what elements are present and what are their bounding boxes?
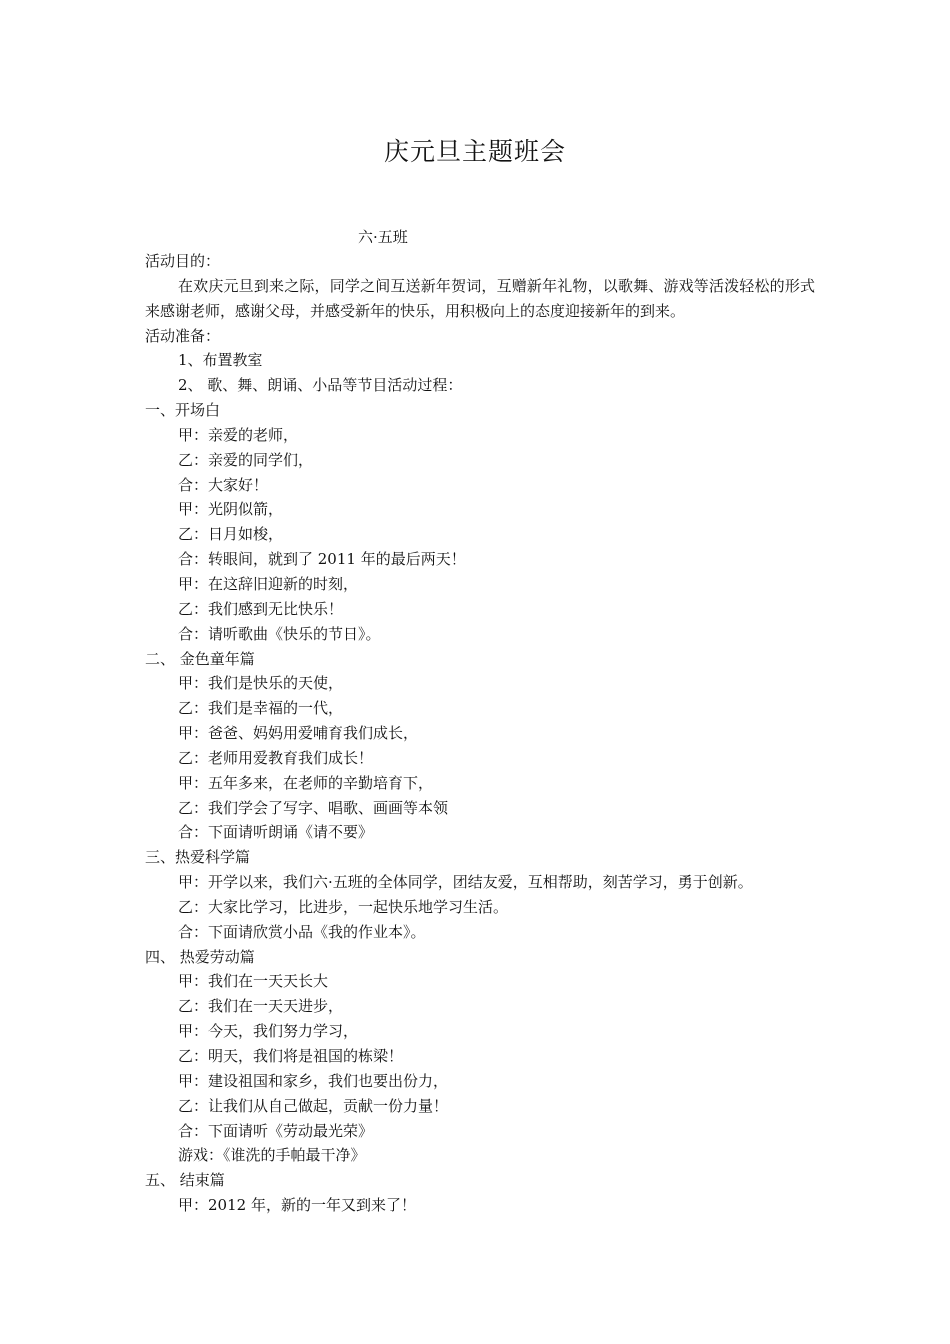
body-line: 甲：在这辞旧迎新的时刻， [178,574,359,593]
body-line: 甲：我们是快乐的天使， [178,674,344,693]
body-line: 四、 热爱劳动篇 [145,947,255,966]
body-line: 甲：我们在一天天长大 [178,972,329,991]
body-line: 活动目的： [145,252,221,270]
body-line: 乙：让我们从自己做起，贡献一份力量！ [178,1096,449,1115]
body-line: 甲：今天，我们努力学习， [178,1022,359,1041]
body-line: 1、布置教室 [178,351,263,370]
body-line: 乙：我们感到无比快乐！ [178,599,344,618]
body-line: 合：下面请听《劳动最光荣》 [178,1121,374,1140]
class-name: 六·五班 [358,228,408,246]
document-title: 庆元旦主题班会 [383,137,566,166]
body-line: 合：下面请欣赏小品《我的作业本》。 [178,922,426,941]
body-line: 五、 结束篇 [145,1171,225,1190]
body-line: 乙：我们学会了写字、唱歌、画画等本领 [178,798,449,817]
body-line: 甲：亲爱的老师， [178,425,299,444]
body-line: 乙：我们是幸福的一代， [178,699,344,718]
body-paragraph: 在欢庆元旦到来之际，同学之间互送新年贺词，互赠新年礼物，以歌舞、游戏等活泼轻松的形式来感谢老师，感谢父母，并感受新年的快乐，用积极向上的态度迎接新年的到来。 [145,276,815,320]
body-line: 合：大家好！ [178,475,269,494]
body-line: 乙：老师用爱教育我们成长！ [178,748,374,767]
body-line: 合：转眼间，就到了 2011 年的最后两天！ [178,550,466,569]
body-line: 乙：大家比学习，比进步，一起快乐地学习生活。 [178,897,509,916]
body-line: 乙：我们在一天天进步， [178,997,344,1016]
body-line: 甲：2012 年，新的一年又到来了！ [178,1196,416,1215]
body-line: 2、 歌、舞、朗诵、小品等节目活动过程： [178,376,463,395]
body-line: 甲：五年多来，在老师的辛勤培育下， [178,773,434,792]
body-line: 乙：日月如梭， [178,525,284,544]
body-line: 游戏：《谁洗的手帕最干净》 [178,1146,366,1165]
body-line: 三、热爱科学篇 [145,848,251,867]
body-line: 甲：开学以来，我们六·五班的全体同学，团结友爱，互相帮助，刻苦学习，勇于创新。 [178,873,753,892]
body-line: 甲：光阴似箭， [178,500,284,519]
body-line: 合：下面请听朗诵《请不要》 [178,823,374,842]
body-line: 二、 金色童年篇 [145,649,255,668]
body-line: 活动准备： [145,326,221,345]
body-line: 乙：亲爱的同学们， [178,450,314,469]
body-line: 甲：建设祖国和家乡，我们也要出份力， [178,1071,449,1090]
body-line: 甲：爸爸、妈妈用爱哺育我们成长， [178,724,419,743]
document-body [145,249,815,1218]
body-line: 一、开场白 [145,401,221,420]
body-line: 乙：明天，我们将是祖国的栋梁！ [178,1047,404,1065]
body-line: 合：请听歌曲《快乐的节日》。 [178,624,381,643]
